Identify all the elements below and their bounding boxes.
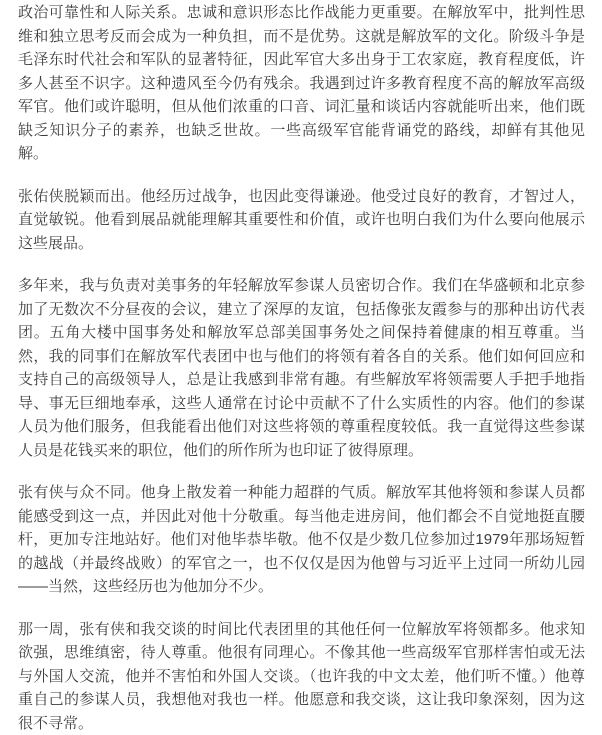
paragraph-2: 张佑侠脱颖而出。他经历过战争，也因此变得谦逊。他受过良好的教育，才智过人，直觉敏锐。他看到展品就能理解其重要性和价值，或许也明白我们为什么要向他展示这些展品。 xyxy=(18,185,585,256)
paragraph-4: 张有侠与众不同。他身上散发着一种能力超群的气质。解放军其他将领和参谋人员都能感受到这一点，并因此对他十分敬重。每当他走进房间，他们都会不自觉地挺直腰杆，更加专注地站好。他们对他毕恭毕敬。他不仅是少数几位参加过1979年那场短暂的越战（并最终战败）的军官之一，也不仅仅是因为他曾与习近平上过同一所幼儿园——当然，这些经历也为他加分不少。 xyxy=(18,481,585,599)
paragraph-1: 政治可靠性和人际关系。忠诚和意识形态比作战能力更重要。在解放军中，批判性思维和独立思考反而会成为一种负担，而不是优势。这就是解放军的文化。阶级斗争是毛泽东时代社会和军队的显著特征，因此军官大多出身于工农家庭，教育程度低，许多人甚至不识字。这种遗风至今仍有残余。我遇到过许多教育程度不高的解放军高级军官。他们或许聪明，但从他们浓重的口音、词汇量和谈话内容就能听出来，他们既缺乏知识分子的素养，也缺乏世故。一些高级军官能背诵党的路线，却鲜有其他见解。 xyxy=(18,1,585,166)
paragraph-3: 多年来，我与负责对美事务的年轻解放军参谋人员密切合作。我们在华盛顿和北京参加了无数次不分昼夜的会议，建立了深厚的友谊，包括像张友霞参与的那种出访代表团。五角大楼中国事务处和解放军总部美国事务处之间保持着健康的相互尊重。当然，我的同事们在解放军代表团中也与他们的将领有着各自的关系。他们如何回应和支持自己的高级领导人，总是让我感到非常有趣。有些解放军将领需要人手把手地指导、事无巨细地奉承，这些人通常在讨论中贡献不了什么实质性的内容。他们的参谋人员为他们服务，但我能看出他们对这些将领的尊重程度较低。我一直觉得这些参谋人员是花钱买来的职位，他们的所作所为也印证了彼得原理。 xyxy=(18,274,585,462)
paragraph-5: 那一周，张有侠和我交谈的时间比代表团里的其他任何一位解放军将领都多。他求知欲强，思维缜密，待人尊重。他很有同理心。不像其他一些高级军官那样害怕或无法与外国人交流，他并不害怕和外国人交谈。（也许我的中文太差，他们听不懂。）他尊重自己的参谋人员，我想他对我也一样。他愿意和我交谈，这让我印象深刻，因为这很不寻常。 xyxy=(18,618,585,735)
